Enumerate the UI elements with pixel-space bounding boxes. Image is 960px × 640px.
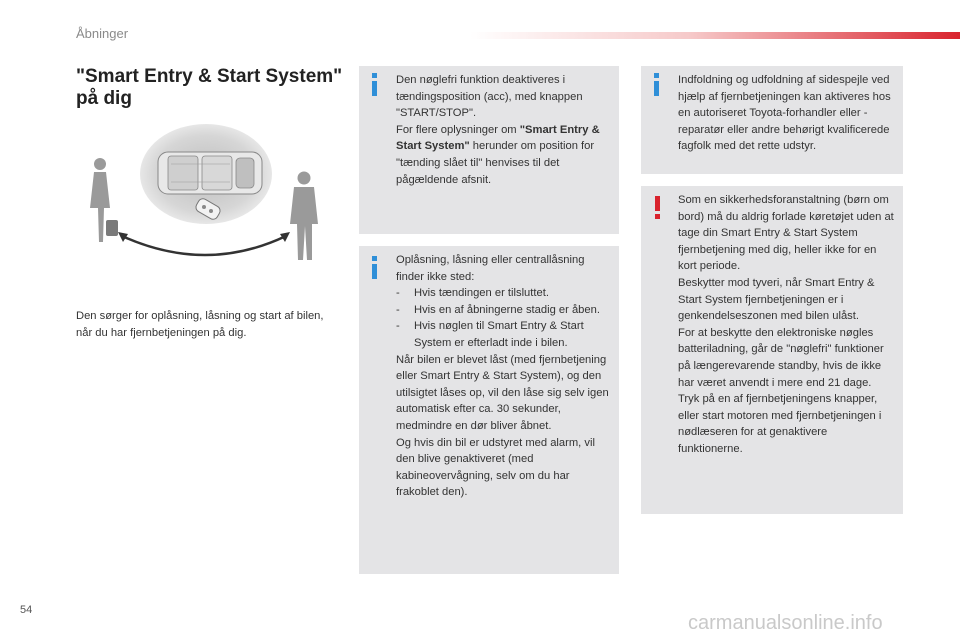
box2-paragraph-1: Oplåsning, låsning eller centrallåsning finder ikke sted: [396, 254, 585, 283]
info-box-locking [359, 246, 619, 574]
page-number: 54 [20, 604, 33, 616]
box1-paragraph-1: Den nøglefri funktion deaktiveres i tændingsposition (acc), med knappen "START/STOP". [396, 74, 583, 120]
car-top-view-icon [158, 152, 262, 194]
box2-list-item: - Hvis en af åbningerne stadig er åben. [396, 303, 600, 316]
info-box-mirrors [641, 66, 903, 174]
warning-icon [650, 196, 664, 218]
box3-paragraph-1: Indfoldning og udfoldning af sidespejle ved hjælp af fjernbetjeningen kan aktiveres hos en autoriseret Toyota-forhandler eller -reparatør eller andre behørigt kvalificerede fagfolk med det rette udstyr. [678, 74, 891, 153]
box4-paragraph-4: Tryk på en af fjernbetjeningens knapper, eller start motoren med fjernbetjeningen i nødlæseren for at genaktivere funktionerne. [678, 393, 882, 455]
box4-paragraph-2: Beskytter mod tyveri, når Smart Entry & Start System fjernbetjeningen er i genkendelseszonen med bilen ulåst. [678, 276, 875, 323]
info-icon [368, 256, 382, 278]
title-line-2: på dig [76, 88, 132, 109]
box4-paragraph-1: Som en sikkerhedsforanstaltning (børn om bord) må du aldrig forlade køretøjet uden at tage din Smart Entry & Start System fjernbetjening med dig, heller ikke for en kort periode. [678, 194, 894, 273]
box2-list-item: - Hvis nøglen til Smart Entry & Start System er efterladt inde i bilen. [396, 320, 584, 349]
intro-text: Den sørger for oplåsning, låsning og start af bilen, når du har fjernbetjeningen på dig. [76, 310, 324, 339]
watermark: carmanualsonline.info [688, 612, 883, 634]
box2-paragraph-2: Når bilen er blevet låst (med fjernbetjening eller Smart Entry & Start System), og den utilsigtet låses op, vil den låse sig selv igen automatisk efter ca. 30 sekunder, medmindre en dør bliver åbnet. [396, 353, 609, 432]
box4-paragraph-3: For at beskytte den elektroniske nøgles batteriladning, går de "nøglefri" funktioner på længerevarende standby, hvis de ikke har været anvendt i mere end 21 dage. [678, 326, 884, 389]
section-title: Åbninger [76, 26, 129, 41]
warning-box-safety [641, 186, 903, 514]
header-accent-bar [470, 32, 960, 39]
box1-bold-text: "Smart Entry & Start System" [396, 123, 600, 153]
info-box-deactivation [359, 66, 619, 234]
info-icon [650, 73, 664, 95]
person-with-key-icon [290, 172, 318, 261]
info-icon [368, 73, 382, 95]
box1-paragraph-2: For flere oplysninger om "Smart Entry & Start System" herunder om position for "tænding slået til" henvises til det pågældende afsnit. [396, 123, 600, 186]
range-arrow-icon [122, 236, 286, 255]
person-outside-icon [90, 158, 118, 242]
box2-paragraph-3: Og hvis din bil er udstyret med alarm, vil den blive genaktiveret (med kabineovervågning, selv om du har frakoblet den). [396, 436, 595, 499]
title-line-1: "Smart Entry & Start System" [76, 66, 343, 87]
box2-list-item: - Hvis tændingen er tilsluttet. [396, 287, 549, 300]
page-title [76, 66, 346, 110]
smart-entry-illustration [76, 112, 336, 282]
